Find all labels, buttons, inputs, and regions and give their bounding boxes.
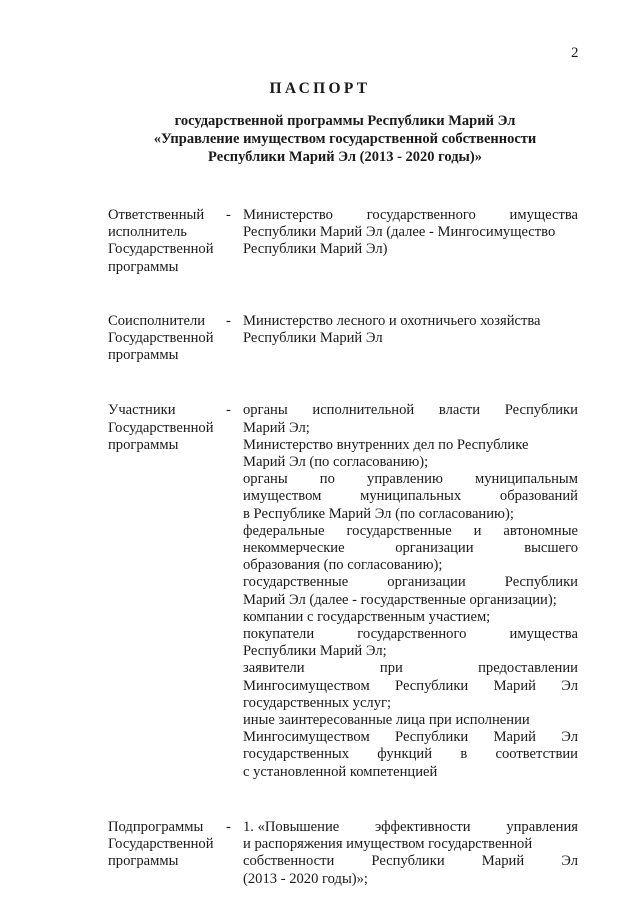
- row-value-word: образований: [499, 488, 578, 505]
- row-label-line: программы: [108, 436, 179, 453]
- row-value-word: федеральные: [243, 522, 325, 539]
- row-label: [108, 207, 226, 276]
- row-value-line: [243, 454, 578, 471]
- row-value-line: [243, 574, 578, 591]
- row-value-line: [243, 729, 578, 746]
- row-dash: -: [226, 818, 231, 835]
- row-value-line: [243, 437, 578, 454]
- row-value-line: [243, 660, 578, 677]
- row-value-word: Эл: [561, 677, 578, 694]
- page-title: ПАСПОРТ: [269, 80, 371, 97]
- passport-row: [108, 402, 578, 780]
- subtitle-line: «Управление имуществом государственной собственности: [153, 131, 537, 147]
- row-value-line: [243, 471, 578, 488]
- row-value-word: организации: [387, 574, 466, 591]
- row-value-line: [243, 853, 578, 870]
- row-value-word: при: [379, 660, 403, 677]
- row-label-line: программы: [108, 853, 179, 870]
- row-value-word: Марий Эл;: [243, 419, 310, 436]
- row-value-word: государственного: [366, 207, 476, 223]
- row-value: [243, 207, 578, 276]
- row-value-word: Марий: [493, 729, 536, 746]
- row-value-word: образования (по согласованию);: [243, 557, 443, 574]
- row-value-word: Эл: [561, 729, 578, 746]
- row-value-line: [243, 836, 578, 853]
- row-label-line: Государственной: [108, 330, 214, 347]
- row-value-word: власти: [438, 402, 481, 419]
- row-label-line: Соисполнители: [108, 312, 206, 329]
- row-value: [243, 402, 578, 780]
- row-label-line: программы: [108, 347, 179, 364]
- row-value-line: [243, 626, 578, 643]
- row-label-line: исполнитель: [108, 224, 187, 241]
- row-value-word: Республики Марий Эл;: [243, 643, 387, 660]
- row-value-word: муниципальных: [360, 488, 462, 505]
- row-value-word: заявители: [243, 660, 305, 677]
- row-value-word: Марий: [481, 853, 525, 870]
- row-value-word: Республики: [504, 402, 578, 419]
- row-value-line: [243, 871, 578, 888]
- row-value-line: [243, 712, 578, 729]
- row-value-word: муниципальным: [475, 471, 578, 488]
- row-value-line: [243, 402, 578, 419]
- row-value-word: в: [460, 746, 468, 763]
- row-label-line: Государственной: [108, 241, 214, 258]
- row-label: [108, 819, 226, 888]
- row-value-word: государственные: [243, 574, 349, 591]
- row-dash: -: [226, 207, 231, 223]
- row-value-word: в Республике Марий Эл (по согласованию);: [243, 505, 514, 522]
- row-value-word: с установленной компетенцией: [243, 763, 438, 780]
- passport-table: [108, 207, 578, 888]
- row-value-word: (2013 - 2020 годы)»;: [243, 870, 368, 887]
- row-value-line: [243, 207, 578, 224]
- row-value-word: Республики: [395, 729, 469, 746]
- row-value-word: государственные: [346, 522, 452, 539]
- row-value-word: Республики Марий Эл): [243, 241, 388, 258]
- row-value-word: Марий: [493, 677, 536, 694]
- row-value-word: органы: [243, 402, 288, 419]
- row-label: [108, 313, 226, 365]
- row-value-word: по: [319, 471, 335, 488]
- row-value-line: [243, 695, 578, 712]
- page-number: 2: [571, 45, 579, 61]
- row-value-word: Министерство: [243, 207, 333, 223]
- row-value-word: Республики: [371, 853, 445, 870]
- row-value-word: предоставлении: [478, 660, 578, 677]
- row-value-line: [243, 746, 578, 763]
- row-value-word: государственных услуг;: [243, 694, 392, 711]
- row-value-word: Республики: [504, 574, 578, 591]
- row-value-line: [243, 643, 578, 660]
- row-value-word: органы: [243, 471, 288, 488]
- row-value-word: и распоряжения имуществом государственной: [243, 836, 533, 853]
- row-label-line: Государственной: [108, 836, 214, 853]
- row-value-word: Республики Марий Эл: [243, 330, 383, 347]
- row-label-line: Ответственный: [108, 207, 205, 223]
- row-value-word: государственных: [243, 746, 350, 763]
- row-value-word: государственного: [357, 626, 467, 643]
- row-value-word: некоммерческие: [243, 540, 345, 557]
- row-value-word: Марий Эл (далее - государственные организации);: [243, 591, 557, 608]
- row-value-word: Мингосимуществом: [243, 729, 370, 746]
- row-value-word: организации: [395, 540, 474, 557]
- row-value-word: собственности: [243, 853, 335, 870]
- row-value-word: покупатели: [243, 626, 315, 643]
- row-value-word: управления: [506, 818, 578, 835]
- row-value-line: [243, 609, 578, 626]
- passport-row: [108, 207, 578, 276]
- row-value-word: иные заинтересованные лица при исполнении: [243, 712, 530, 729]
- subtitle-line: государственной программы Республики Марий Эл: [174, 113, 516, 129]
- row-dash: -: [226, 312, 231, 329]
- row-value-line: [243, 506, 578, 523]
- row-value-word: автономные: [503, 522, 578, 539]
- row-value-word: Марий Эл (по согласованию);: [243, 454, 429, 471]
- row-label-line: Подпрограммы: [108, 818, 204, 835]
- row-value-line: [243, 224, 578, 241]
- row-label-line: программы: [108, 258, 179, 275]
- row-value-line: [243, 592, 578, 609]
- row-value-word: и: [473, 522, 482, 539]
- row-label-line: Государственной: [108, 419, 214, 436]
- row-value-line: [243, 241, 578, 258]
- row-label-line: Участники: [108, 402, 176, 419]
- row-value-word: Министерство лесного и охотничьего хозяйства: [243, 312, 541, 329]
- row-value-word: функций: [377, 746, 433, 763]
- row-value-word: имущества: [509, 207, 578, 223]
- row-value-word: Эл: [561, 853, 578, 870]
- row-value: [243, 819, 578, 888]
- row-value-line: [243, 523, 578, 540]
- row-value-word: Республики Марий Эл (далее - Мингосимущество: [243, 224, 556, 241]
- row-value-line: [243, 330, 578, 347]
- row-value-word: соответствии: [495, 746, 578, 763]
- passport-row: [108, 313, 578, 365]
- row-value-word: Мингосимуществом: [243, 677, 370, 694]
- row-value-word: эффективности: [374, 818, 471, 835]
- row-value-line: [243, 678, 578, 695]
- row-value-line: [243, 420, 578, 437]
- passport-row: [108, 819, 578, 888]
- row-value-word: имуществом: [243, 488, 322, 505]
- row-value-line: [243, 488, 578, 505]
- row-value-word: Министерство внутренних дел по Республике: [243, 436, 529, 453]
- row-value: [243, 313, 578, 365]
- row-value-word: исполнительной: [312, 402, 415, 419]
- row-dash: -: [226, 402, 231, 419]
- row-value-word: высшего: [524, 540, 578, 557]
- row-value-line: [243, 540, 578, 557]
- row-value-line: [243, 557, 578, 574]
- row-value-word: Республики: [395, 677, 469, 694]
- row-value-line: [243, 819, 578, 836]
- row-value-line: [243, 313, 578, 330]
- row-value-word: компании с государственным участием;: [243, 608, 491, 625]
- program-subtitle: [0, 112, 640, 166]
- row-value-line: [243, 764, 578, 781]
- row-label: [108, 402, 226, 780]
- row-value-word: имущества: [509, 626, 578, 643]
- subtitle-line: Республики Марий Эл (2013 - 2020 годы)»: [208, 149, 482, 165]
- row-value-word: управлению: [367, 471, 443, 488]
- row-value-word: 1. «Повышение: [243, 818, 340, 835]
